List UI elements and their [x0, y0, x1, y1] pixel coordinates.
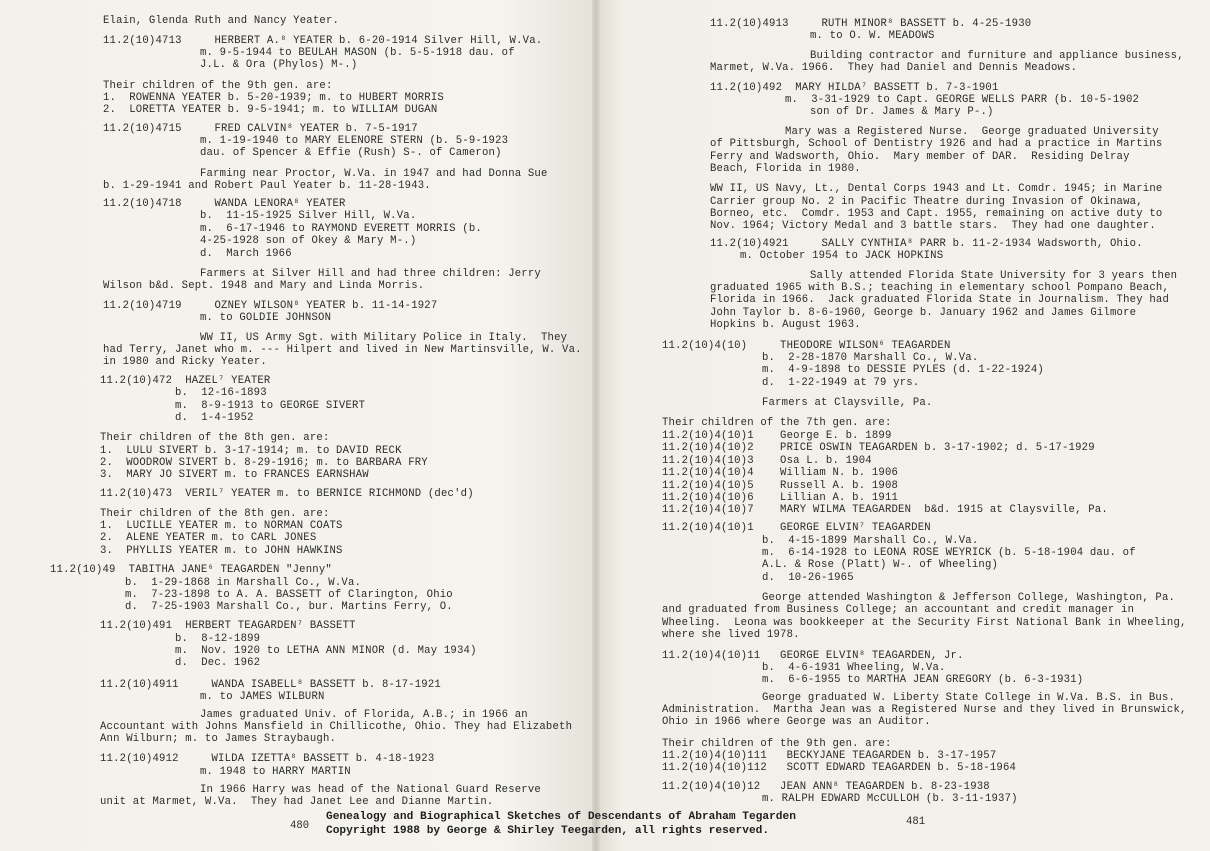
left-page-text-line: 4-25-1928 son of Okey & Mary M-.)	[200, 235, 417, 247]
right-page-text-line: where she lived 1978.	[662, 629, 800, 641]
left-page-text-line: d. 1-4-1952	[175, 412, 254, 424]
right-page-number: 481	[906, 816, 926, 828]
left-page-text-line: 3. MARY JO SIVERT m. to FRANCES EARNSHAW	[100, 469, 369, 481]
left-page-text-line: 11.2(10)4715 FRED CALVIN⁸ YEATER b. 7-5-1917	[103, 123, 418, 135]
left-page-text-line: b. 8-12-1899	[175, 633, 261, 645]
right-page-text-line: Administration. Martha Jean was a Registered Nurse and they lived in Brunswick,	[662, 704, 1187, 716]
left-page-text-line: had Terry, Janet who m. --- Hilpert and lived in New Martinsville, W. Va.	[103, 344, 582, 356]
right-page-text-line: 11.2(10)4(10)1 GEORGE ELVIN⁷ TEAGARDEN	[662, 522, 931, 534]
left-page-text-line: Farmers at Silver Hill and had three children: Jerry	[200, 268, 541, 280]
left-page-text-line: Wilson b&d. Sept. 1948 and Mary and Linda Morris.	[103, 280, 425, 292]
left-page-text-line: Elain, Glenda Ruth and Nancy Yeater.	[103, 15, 340, 27]
right-page-text-line: John Taylor b. 8-6-1960, George b. January 1962 and James Gilmore	[710, 307, 1137, 319]
right-page-text-line: 11.2(10)4(10)7 MARY WILMA TEAGARDEN b&d. 1915 at Claysville, Pa.	[662, 504, 1108, 516]
left-page-text-line: In 1966 Harry was head of the National Guard Reserve	[200, 784, 541, 796]
left-page-text-line: Their children of the 9th gen. are:	[103, 80, 333, 92]
right-page-text-line: d. 10-26-1965	[762, 572, 854, 584]
right-page-text-line: Hopkins b. August 1963.	[710, 319, 861, 331]
left-page-text-line: 11.2(10)4912 WILDA IZETTA⁸ BASSETT b. 4-18-1923	[100, 753, 435, 765]
left-page-text-line: m. 7-23-1898 to A. A. BASSETT of Clarington, Ohio	[125, 589, 453, 601]
right-page-text-line: b. 4-15-1899 Marshall Co., W.Va.	[762, 535, 979, 547]
right-page-text-line: m. 6-6-1955 to MARTHA JEAN GREGORY (b. 6-3-1931)	[762, 674, 1084, 686]
right-page-text-line: 11.2(10)4921 SALLY CYNTHIA⁸ PARR b. 11-2-1934 Wadsworth, Ohio.	[710, 238, 1143, 250]
left-page-text-line: 2. WOODROW SIVERT b. 8-29-1916; m. to BARBARA FRY	[100, 457, 428, 469]
right-page-text-line: m. 6-14-1928 to LEONA ROSE WEYRICK (b. 5-18-1904 dau. of	[762, 547, 1136, 559]
right-page-text-line: Their children of the 9th gen. are:	[662, 738, 892, 750]
right-page-text-line: Mary was a Registered Nurse. George graduated University	[785, 126, 1159, 138]
right-page-text-line: Farmers at Claysville, Pa.	[762, 397, 933, 409]
right-page-text-line: Marmet, W.Va. 1966. They had Daniel and Dennis Meadows.	[710, 62, 1078, 74]
left-page-text-line: 11.2(10)4719 OZNEY WILSON⁸ YEATER b. 11-14-1927	[103, 300, 438, 312]
right-page-text-line: A.L. & Rose (Platt) W-. of Wheeling)	[762, 559, 999, 571]
left-page-text-line: m. 8-9-1913 to GEORGE SIVERT	[175, 400, 366, 412]
left-page-text-line: 11.2(10)491 HERBERT TEAGARDEN⁷ BASSETT	[100, 620, 356, 632]
right-page-text-line: 11.2(10)4(10)5 Russell A. b. 1908	[662, 480, 899, 492]
right-page-text-line: of Pittsburgh, School of Dentistry 1926 and had a practice in Martins	[710, 138, 1163, 150]
right-page-text-line: Borneo, etc. Comdr. 1953 and Capt. 1955, remaining on active duty to	[710, 208, 1163, 220]
right-page-text-line: Beach, Florida in 1980.	[710, 163, 861, 175]
right-page-text-line: b. 2-28-1870 Marshall Co., W.Va.	[762, 352, 979, 364]
left-page-text-line: b. 1-29-1941 and Robert Paul Yeater b. 11-28-1943.	[103, 180, 431, 192]
right-page-text-line: 11.2(10)4913 RUTH MINOR⁸ BASSETT b. 4-25-1930	[710, 18, 1032, 30]
right-page-text-line: Sally attended Florida State University for 3 years then	[810, 270, 1178, 282]
left-page-text-line: dau. of Spencer & Effie (Rush) S-. of Cameron)	[200, 147, 502, 159]
right-page-text-line: m. to O. W. MEADOWS	[810, 30, 935, 42]
left-page-text-line: m. to JAMES WILBURN	[200, 691, 325, 703]
right-page-text-line: m. 4-9-1898 to DESSIE PYLES (d. 1-22-1924)	[762, 364, 1044, 376]
left-page-text-line: 11.2(10)472 HAZEL⁷ YEATER	[100, 375, 271, 387]
left-page-text-line: m. Nov. 1920 to LETHA ANN MINOR (d. May 1934)	[175, 645, 477, 657]
left-page-text-line: 1. LULU SIVERT b. 3-17-1914; m. to DAVID RECK	[100, 445, 402, 457]
footer-title: Genealogy and Biographical Sketches of Descendants of Abraham Tegarden	[326, 811, 796, 823]
right-page-text-line: graduated 1965 with B.S.; teaching in elementary school Pompano Beach,	[710, 282, 1170, 294]
right-page-text-line: Wheeling. Leona was bookkeeper at the Security First National Bank in Wheeling,	[662, 617, 1187, 629]
right-page-text-line: m. October 1954 to JACK HOPKINS	[740, 250, 944, 262]
right-page-text-line: Florida in 1966. Jack graduated Florida State in Journalism. They had	[710, 294, 1170, 306]
left-page-text-line: 3. PHYLLIS YEATER m. to JOHN HAWKINS	[100, 545, 343, 557]
right-page-text-line: 11.2(10)4(10)2 PRICE OSWIN TEAGARDEN b. 3-17-1902; d. 5-17-1929	[662, 442, 1095, 454]
right-page-text-line: m. RALPH EDWARD McCULLOH (b. 3-11-1937)	[762, 793, 1018, 805]
right-page-text-line: George attended Washington & Jefferson College, Washington, Pa.	[762, 592, 1176, 604]
left-page-text-line: d. March 1966	[200, 248, 292, 260]
left-page-text-line: m. to GOLDIE JOHNSON	[200, 312, 332, 324]
right-page-text-line: 11.2(10)492 MARY HILDA⁷ BASSETT b. 7-3-1901	[710, 82, 999, 94]
right-page-text-line: 11.2(10)4(10)1 George E. b. 1899	[662, 430, 892, 442]
left-page-number: 480	[290, 820, 310, 832]
right-page-text-line: 11.2(10)4(10)11 GEORGE ELVIN⁸ TEAGARDEN, Jr.	[662, 650, 964, 662]
left-page-text-line: Farming near Proctor, W.Va. in 1947 and had Donna Sue	[200, 168, 548, 180]
right-page-text-line: 11.2(10)4(10) THEODORE WILSON⁶ TEAGARDEN	[662, 340, 951, 352]
left-page-text-line: d. Dec. 1962	[175, 657, 261, 669]
left-page-text-line: b. 1-29-1868 in Marshall Co., W.Va.	[125, 577, 362, 589]
left-page-text-line: J.L. & Ora (Phylos) M-.)	[200, 59, 358, 71]
right-page-text-line: and graduated from Business College; an accountant and credit manager in	[662, 604, 1135, 616]
right-page-text-line: m. 3-31-1929 to Capt. GEORGE WELLS PARR (b. 10-5-1902	[785, 94, 1140, 106]
left-page-text-line: Ann Wilburn; m. to James Straybaugh.	[100, 733, 337, 745]
right-page-text-line: Their children of the 7th gen. are:	[662, 417, 892, 429]
left-page-text-line: Their children of the 8th gen. are:	[100, 432, 330, 444]
right-page-text-line: Ohio in 1966 where George was an Auditor.	[662, 716, 931, 728]
right-page-text-line: d. 1-22-1949 at 79 yrs.	[762, 377, 920, 389]
left-page-text-line: 11.2(10)49 TABITHA JANE⁶ TEAGARDEN "Jenny"	[50, 564, 332, 576]
right-page-text-line: Building contractor and furniture and appliance business,	[810, 50, 1184, 62]
left-page-text-line: 11.2(10)473 VERIL⁷ YEATER m. to BERNICE RICHMOND (dec'd)	[100, 488, 474, 500]
right-page-text-line: 11.2(10)4(10)12 JEAN ANN⁸ TEAGARDEN b. 8-23-1938	[662, 781, 990, 793]
left-page-text-line: 1. ROWENNA YEATER b. 5-20-1939; m. to HUBERT MORRIS	[103, 92, 444, 104]
left-page-text-line: in 1980 and Ricky Yeater.	[103, 356, 267, 368]
left-page-text-line: James graduated Univ. of Florida, A.B.; in 1966 an	[200, 709, 528, 721]
right-page-text-line: Nov. 1964; Victory Medal and 3 battle stars. They had one daughter.	[710, 220, 1156, 232]
right-page-text-line: son of Dr. James & Mary P-.)	[810, 106, 994, 118]
left-page-text-line: Accountant with Johns Mansfield in Chillicothe, Ohio. They had Elizabeth	[100, 721, 573, 733]
left-page-text-line: 11.2(10)4911 WANDA ISABELL⁸ BASSETT b. 8-17-1921	[100, 679, 441, 691]
left-page-text-line: b. 11-15-1925 Silver Hill, W.Va.	[200, 210, 417, 222]
footer-copyright: Copyright 1988 by George & Shirley Teegarden, all rights reserved.	[326, 825, 770, 837]
right-page-text-line: 11.2(10)4(10)4 William N. b. 1906	[662, 467, 899, 479]
left-page-text-line: d. 7-25-1903 Marshall Co., bur. Martins Ferry, O.	[125, 601, 453, 613]
left-page-text-line: 11.2(10)4713 HERBERT A.⁸ YEATER b. 6-20-1914 Silver Hill, W.Va.	[103, 35, 543, 47]
book-gutter	[592, 0, 600, 851]
left-page-text-line: m. 1-19-1940 to MARY ELENORE STERN (b. 5-9-1923	[200, 135, 509, 147]
left-page-text-line: m. 1948 to HARRY MARTIN	[200, 766, 351, 778]
right-page-text-line: 11.2(10)4(10)6 Lillian A. b. 1911	[662, 492, 899, 504]
left-page-text-line: m. 9-5-1944 to BEULAH MASON (b. 5-5-1918 dau. of	[200, 47, 515, 59]
right-page-text-line: WW II, US Navy, Lt., Dental Corps 1943 and Lt. Comdr. 1945; in Marine	[710, 183, 1163, 195]
left-page-text-line: 2. ALENE YEATER m. to CARL JONES	[100, 532, 317, 544]
right-page-text-line: 11.2(10)4(10)112 SCOTT EDWARD TEAGARDEN b. 5-18-1964	[662, 762, 1017, 774]
right-page-text-line: b. 4-6-1931 Wheeling, W.Va.	[762, 662, 946, 674]
right-page-text-line: 11.2(10)4(10)111 BECKYJANE TEAGARDEN b. 3-17-1957	[662, 750, 997, 762]
left-page-text-line: b. 12-16-1893	[175, 387, 267, 399]
right-page-text-line: Ferry and Wadsworth, Ohio. Mary member of DAR. Residing Delray	[710, 151, 1130, 163]
left-page-text-line: 1. LUCILLE YEATER m. to NORMAN COATS	[100, 520, 343, 532]
left-page-text-line: 11.2(10)4718 WANDA LENORA⁸ YEATER	[103, 198, 346, 210]
left-page-text-line: Their children of the 8th gen. are:	[100, 508, 330, 520]
left-page-text-line: 2. LORETTA YEATER b. 9-5-1941; m. to WILLIAM DUGAN	[103, 104, 438, 116]
right-page-text-line: George graduated W. Liberty State College in W.Va. B.S. in Bus.	[762, 692, 1176, 704]
left-page-text-line: unit at Marmet, W.Va. They had Janet Lee and Dianne Martin.	[100, 796, 494, 808]
right-page-text-line: Carrier group No. 2 in Pacific Theatre during Invasion of Okinawa,	[710, 196, 1143, 208]
right-page-text-line: 11.2(10)4(10)3 Osa L. b. 1904	[662, 455, 872, 467]
left-page-text-line: m. 6-17-1946 to RAYMOND EVERETT MORRIS (b.	[200, 223, 482, 235]
left-page-text-line: WW II, US Army Sgt. with Military Police in Italy. They	[200, 332, 568, 344]
